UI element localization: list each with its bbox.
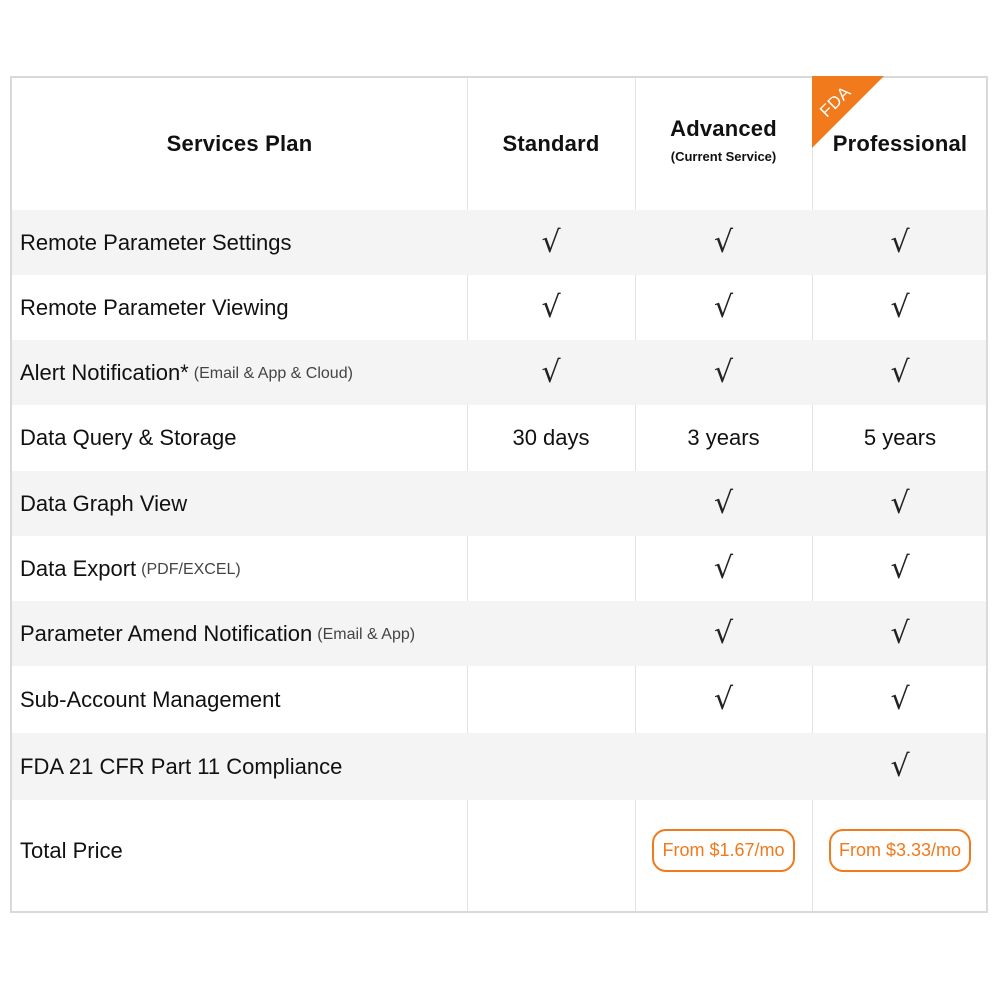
- feature-label: [20, 536, 241, 601]
- check-icon: √: [713, 355, 734, 390]
- professional-cell: [812, 667, 988, 732]
- standard-cell: [467, 536, 635, 601]
- plan-name-standard: Standard: [502, 131, 600, 156]
- table-row: [12, 275, 986, 340]
- fda-badge-text: FDA: [816, 82, 855, 121]
- table-row: [12, 733, 986, 800]
- check-icon: √: [713, 225, 734, 260]
- feature-name: Remote Parameter Viewing: [20, 294, 289, 320]
- plan-name-professional: Professional: [832, 131, 968, 156]
- advanced-price-button[interactable]: From $1.67/mo: [652, 829, 794, 872]
- advanced-cell: [635, 405, 812, 470]
- feature-name: Alert Notification*: [20, 359, 189, 385]
- check-icon: √: [713, 616, 734, 651]
- current-service-label: (Current Service): [670, 149, 777, 164]
- header-advanced: [635, 78, 812, 210]
- storage-duration: 5 years: [863, 424, 937, 450]
- professional-cell: [812, 405, 988, 470]
- advanced-cell: [635, 340, 812, 405]
- feature-label: [20, 275, 294, 340]
- storage-duration: 30 days: [512, 424, 590, 450]
- table-row: [12, 340, 986, 405]
- table-row: [12, 536, 986, 601]
- standard-cell: [467, 210, 635, 275]
- advanced-cell: [635, 733, 812, 800]
- feature-name: Parameter Amend Notification: [20, 620, 313, 646]
- standard-cell: [467, 340, 635, 405]
- professional-cell: [812, 275, 988, 340]
- check-icon: √: [890, 355, 910, 390]
- table-row: [12, 667, 986, 732]
- advanced-cell: [635, 667, 812, 732]
- professional-cell: [812, 471, 988, 536]
- services-plan-title: Services Plan: [166, 131, 313, 156]
- feature-note: (Email & App & Cloud): [193, 364, 353, 382]
- feature-name: FDA 21 CFR Part 11 Compliance: [20, 753, 343, 779]
- standard-cell: [467, 275, 635, 340]
- feature-name: Data Export: [20, 555, 137, 581]
- professional-price-cell: [812, 794, 988, 907]
- professional-cell: [812, 601, 988, 666]
- advanced-cell: [635, 275, 812, 340]
- advanced-cell: [635, 471, 812, 536]
- header-services-plan: [12, 78, 467, 210]
- feature-label: [20, 471, 192, 536]
- advanced-cell: [635, 601, 812, 666]
- check-icon: √: [890, 616, 910, 651]
- total-price-label: Total Price: [20, 837, 123, 863]
- feature-note: (PDF/EXCEL): [141, 560, 241, 578]
- plan-name-advanced: Advanced: [670, 116, 777, 141]
- feature-label: [20, 405, 241, 470]
- professional-cell: [812, 536, 988, 601]
- table-row: [12, 471, 986, 536]
- feature-name: Sub-Account Management: [20, 686, 281, 712]
- total-price-row: [12, 800, 986, 913]
- check-icon: √: [713, 682, 734, 717]
- professional-cell: [812, 733, 988, 800]
- standard-cell: [467, 667, 635, 732]
- table-row: [12, 210, 986, 275]
- feature-name: Remote Parameter Settings: [20, 229, 292, 255]
- check-icon: √: [541, 225, 561, 260]
- professional-cell: [812, 210, 988, 275]
- professional-price-button[interactable]: From $3.33/mo: [829, 829, 971, 872]
- feature-label: [20, 601, 415, 666]
- check-icon: √: [713, 486, 734, 521]
- check-icon: √: [541, 355, 561, 390]
- storage-duration: 3 years: [687, 424, 760, 450]
- standard-cell: [467, 405, 635, 470]
- feature-label: [20, 733, 347, 800]
- table-row: [12, 405, 986, 470]
- services-plan-table: [10, 76, 988, 913]
- professional-cell: [812, 340, 988, 405]
- check-icon: √: [890, 486, 910, 521]
- feature-label: [20, 340, 353, 405]
- advanced-cell: [635, 210, 812, 275]
- standard-cell: [467, 733, 635, 800]
- check-icon: √: [890, 225, 910, 260]
- fda-badge: [812, 76, 884, 148]
- standard-cell: [467, 601, 635, 666]
- check-icon: √: [890, 749, 910, 784]
- check-icon: √: [541, 290, 561, 325]
- feature-name: Data Query & Storage: [20, 424, 237, 450]
- feature-name: Data Graph View: [20, 490, 188, 516]
- standard-cell: [467, 471, 635, 536]
- advanced-cell: [635, 536, 812, 601]
- table-row: [12, 601, 986, 666]
- check-icon: √: [890, 682, 910, 717]
- check-icon: √: [890, 551, 910, 586]
- check-icon: √: [713, 290, 734, 325]
- advanced-price-cell: [635, 794, 812, 907]
- header-standard: [467, 78, 635, 210]
- feature-label: [20, 210, 296, 275]
- feature-note: (Email & App): [317, 625, 416, 643]
- feature-label: [20, 667, 286, 732]
- check-icon: √: [890, 290, 910, 325]
- check-icon: √: [713, 551, 734, 586]
